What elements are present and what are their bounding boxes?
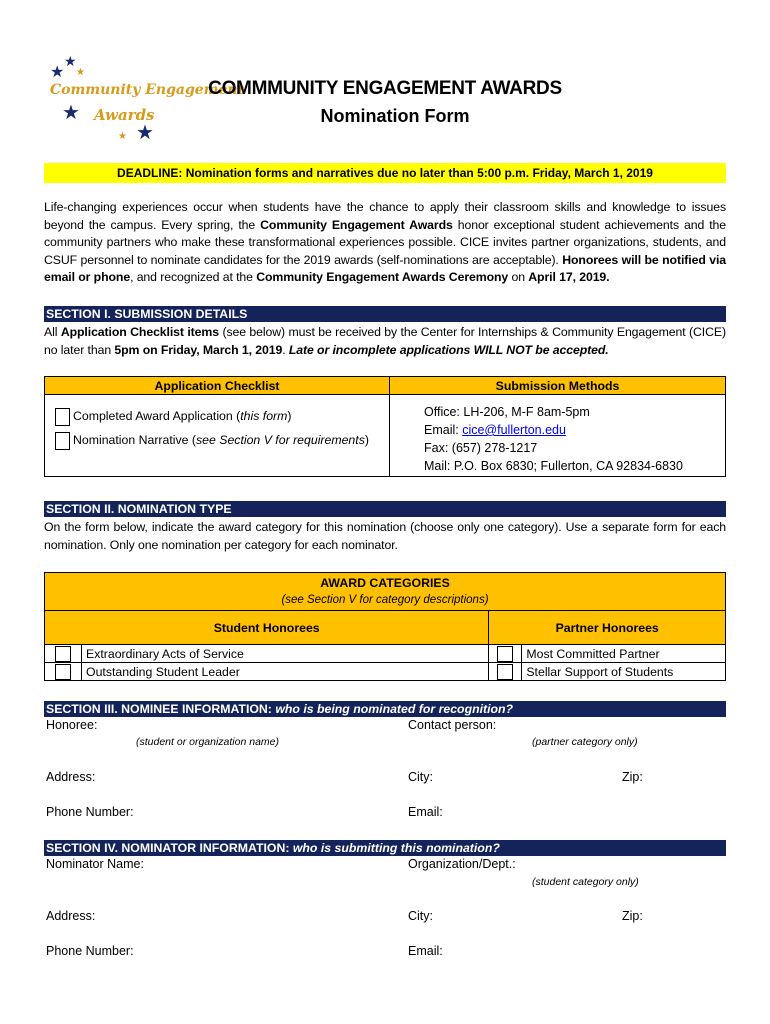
nominee-zip-label: Zip:: [622, 770, 643, 784]
section4-heading: SECTION IV. NOMINATOR INFORMATION: who is submitting this nomination?: [44, 840, 726, 856]
student-honorees-header: Student Honorees: [45, 611, 489, 645]
honoree-label: Honoree:: [46, 718, 98, 732]
extraordinary-acts-checkbox[interactable]: [55, 646, 71, 662]
mail-info: Mail: P.O. Box 6830; Fullerton, CA 92834-6830: [424, 459, 683, 473]
nominator-city-label: City:: [408, 909, 433, 923]
section2-heading: SECTION II. NOMINATION TYPE: [44, 501, 726, 517]
logo-line2: Awards: [94, 106, 155, 124]
office-info: Office: LH-206, M-F 8am-5pm: [424, 405, 590, 419]
methods-header: Submission Methods: [390, 377, 726, 395]
nominator-zip-label: Zip:: [622, 909, 643, 923]
nominator-name-label: Nominator Name:: [46, 857, 144, 871]
stellar-support-checkbox[interactable]: [497, 664, 513, 680]
nominee-city-label: City:: [408, 770, 433, 784]
awards-logo: [48, 52, 245, 148]
organization-label: Organization/Dept.:: [408, 857, 516, 871]
contact-person-hint: (partner category only): [532, 736, 638, 748]
nominee-phone-label: Phone Number:: [46, 805, 134, 819]
star-icon: ★: [50, 64, 65, 81]
nominee-email-label: Email:: [408, 805, 443, 819]
category-outstanding-leader: Outstanding Student Leader: [82, 663, 489, 681]
star-icon: ★: [118, 131, 127, 142]
nominator-email-label: Email:: [408, 944, 443, 958]
checklist-header: Application Checklist: [45, 377, 390, 395]
cice-email-link[interactable]: cice@fullerton.edu: [462, 423, 566, 437]
star-icon: ★: [76, 67, 85, 78]
fax-info: Fax: (657) 278-1217: [424, 441, 538, 455]
nominator-phone-label: Phone Number:: [46, 944, 134, 958]
checklist-item-application: Completed Award Application (this form): [55, 405, 389, 429]
email-info: Email: cice@fullerton.edu: [424, 423, 566, 437]
deadline-banner: DEADLINE: Nomination forms and narratives due no later than 5:00 p.m. Friday, March 1, 2019: [44, 163, 726, 183]
checklist-item-narrative: Nomination Narrative (see Section V for requirements): [55, 429, 389, 453]
organization-hint: (student category only): [532, 876, 639, 888]
star-icon: ★: [136, 122, 154, 144]
section3-heading: SECTION III. NOMINEE INFORMATION: who is being nominated for recognition?: [44, 701, 726, 717]
categories-subtitle: (see Section V for category descriptions): [281, 593, 489, 606]
honoree-hint: (student or organization name): [136, 736, 279, 748]
checklist-table: [44, 376, 726, 477]
star-icon: ★: [62, 102, 80, 124]
section1-heading: SECTION I. SUBMISSION DETAILS: [44, 306, 726, 322]
contact-person-label: Contact person:: [408, 718, 497, 732]
section1-text: All Application Checklist items (see below) must be received by the Center for Internships & Community Engagement (CICE) no later than 5pm on Friday, March 1, 2019. Late or incomplete applications WILL NOT be accepted.: [44, 325, 727, 357]
nominator-address-label: Address:: [46, 909, 96, 923]
partner-honorees-header: Partner Honorees: [489, 611, 726, 645]
category-stellar-support: Stellar Support of Students: [522, 663, 726, 681]
section2-text: On the form below, indicate the award category for this nomination (choose only one category). Use a separate form for each nomination. Only one nomination per category for each nominator.: [44, 520, 726, 552]
category-extraordinary-acts: Extraordinary Acts of Service: [82, 645, 489, 663]
logo-line1: Community Engagement: [50, 82, 245, 98]
star-icon: ★: [64, 53, 77, 69]
category-most-committed: Most Committed Partner: [522, 645, 726, 663]
application-checkbox[interactable]: [55, 408, 70, 426]
intro-paragraph: Life-changing experiences occur when students have the chance to apply their classroom skills and knowledge to issues beyond the campus. Every spring, the Community Engagement Awards honor exceptional student achievements and the community partners who make these transformational experiences possible. CICE invites partner organizations, students, and CSUF personnel to nominate candidates for the 2019 awards (self-nominations are acceptable). Honorees will be notified via email or phone, and recognized at the Community Engagement Awards Ceremony on April 17, 2019.: [44, 200, 727, 285]
award-categories-table: [44, 572, 726, 681]
narrative-checkbox[interactable]: [55, 432, 70, 450]
page-subtitle: Nomination Form: [320, 106, 470, 126]
most-committed-checkbox[interactable]: [497, 646, 513, 662]
nominee-address-label: Address:: [46, 770, 96, 784]
categories-title: AWARD CATEGORIES: [320, 575, 450, 590]
page-title: COMMMUNITY ENGAGEMENT AWARDS: [208, 78, 562, 99]
outstanding-leader-checkbox[interactable]: [55, 664, 71, 680]
